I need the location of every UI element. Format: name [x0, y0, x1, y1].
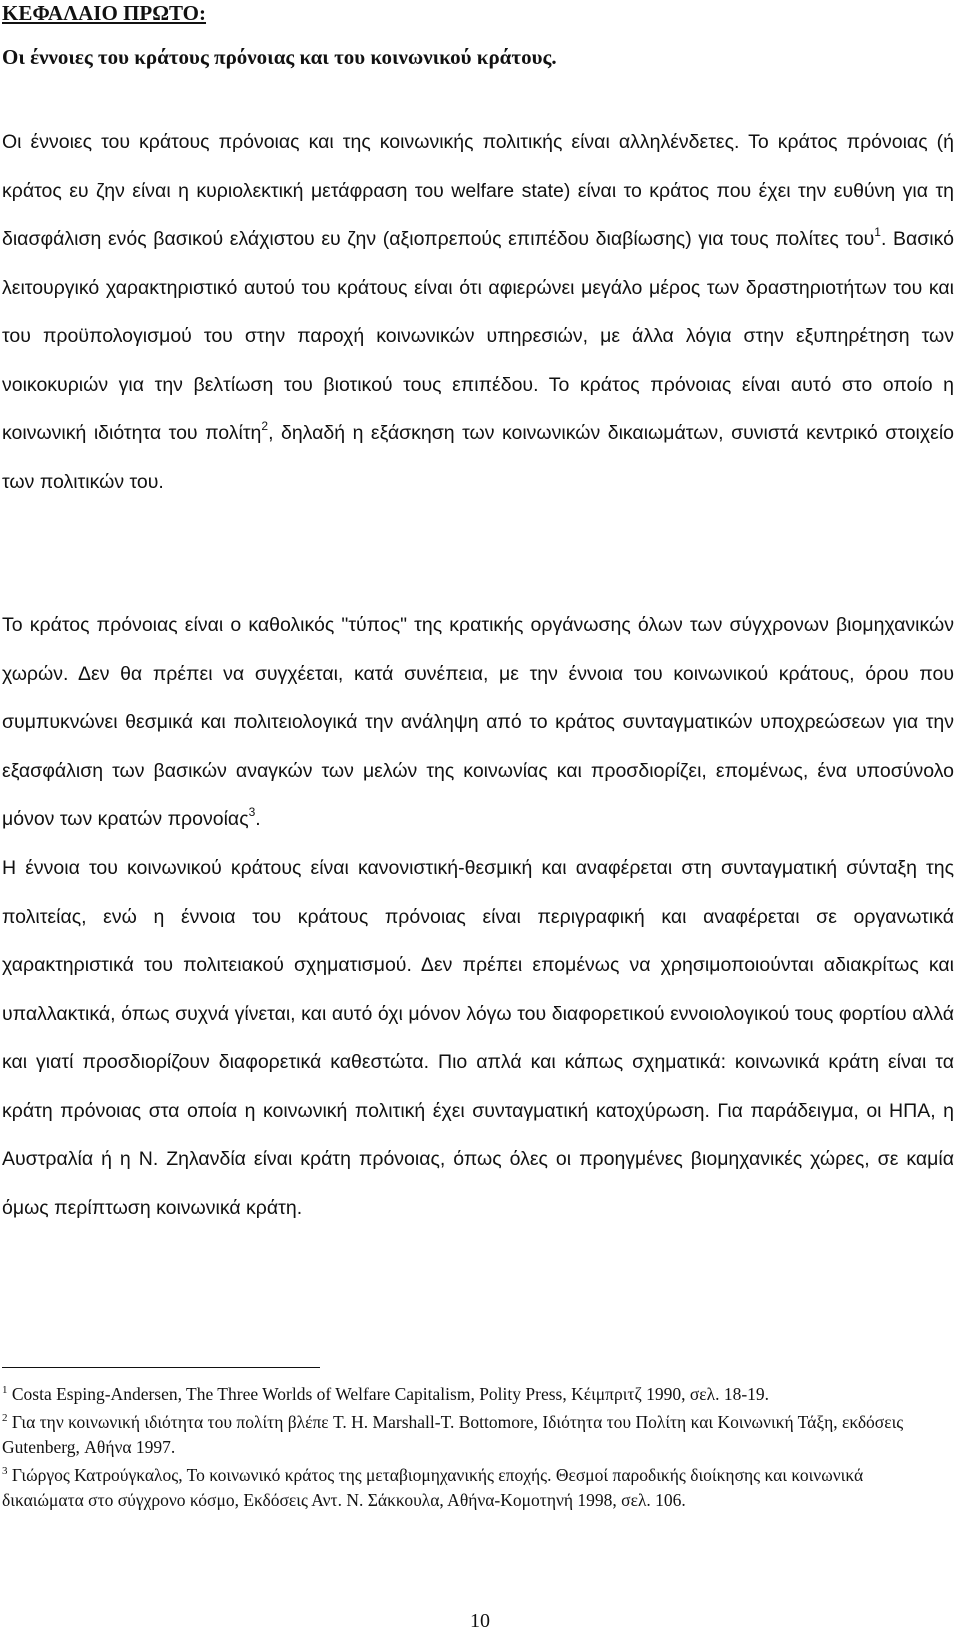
- footnote-ref-2: 2: [261, 419, 269, 433]
- footnote-separator: [2, 1367, 320, 1368]
- footnote-number: 2: [2, 1411, 8, 1424]
- footnote-ref-3: 3: [248, 805, 256, 819]
- footnote-ref-1: 1: [874, 225, 881, 239]
- paragraph-2-text-b: .: [255, 808, 261, 830]
- footnote-text: Για την κοινωνική ιδιότητα του πολίτη βλέπε T. H. Marshall-T. Bottomore, Ιδιότητα του Πολίτη και Κοινωνική Τάξη, εκδόσεις Gutenberg, Αθήνα 1997.: [2, 1411, 904, 1457]
- chapter-label: ΚΕΦΑΛΑΙΟ ΠΡΩΤΟ:: [2, 1, 207, 25]
- paragraph-2: [2, 601, 954, 844]
- paragraph-1-text-c: , δηλαδή η εξάσκηση των κοινωνικών δικαιωμάτων, συνιστά κεντρικό στοιχείο των πολιτικών του.: [2, 422, 954, 493]
- chapter-title: Οι έννοιες του κράτους πρόνοιας και του κοινωνικού κράτους.: [2, 45, 557, 69]
- footnote-number: 3: [2, 1464, 8, 1477]
- footnote-1: [2, 1382, 932, 1408]
- footnote-2: [2, 1410, 932, 1461]
- footnote-text: Costa Esping-Andersen, The Three Worlds of Welfare Capitalism, Polity Press, Κέιμπριτζ 1990, σελ. 18-19.: [11, 1384, 770, 1404]
- paragraph-1-text-a: Οι έννοιες του κράτους πρόνοιας και της κοινωνικής πολιτικής είναι αλληλένδετες. Το κράτος πρόνοιας (ή κράτος ευ ζην είναι η κυριολεκτική μετάφραση του welfare state) είναι το κράτος που έχει την ευθύνη για τη διασφάλιση ενός βασικού ελάχιστου ευ ζην (αξιοπρεπούς επιπέδου διαβίωσης) για τους πολίτες του: [2, 131, 954, 250]
- footnotes-section: [2, 1382, 932, 1516]
- paragraph-3: Η έννοια του κοινωνικού κράτους είναι κανονιστική-θεσμική και αναφέρεται στη συνταγματική σύνταξη της πολιτείας, ενώ η έννοια του κράτους πρόνοιας είναι περιγραφική και αναφέρεται σε οργανωτικά χαρακτηριστικά του πολιτειακού σχηματισμού. Δεν πρέπει επομένως να χρησιμοποιούνται αδιακρίτως και υπαλλακτικά, όπως συχνά γίνεται, και αυτό όχι μόνον λόγω του διαφορετικού εννοιολογικού τους φορτίου αλλά και γιατί προσδιορίζουν διαφορετικά καθεστώτα. Πιο απλά και κάπως σχηματικά: κοινωνικά κράτη είναι τα κράτη πρόνοιας στα οποία η κοινωνική πολιτική έχει συνταγματική κατοχύρωση. Για παράδειγμα, οι ΗΠΑ, η Αυστραλία ή η Ν. Ζηλανδία είναι κράτη πρόνοιας, όπως όλες οι προηγμένες βιομηχανικές χώρες, σε καμία όμως περίπτωση κοινωνικά κράτη.: [2, 857, 954, 1219]
- page-number: 10: [470, 1610, 490, 1632]
- paragraph-1-text-b: . Βασικό λειτουργικό χαρακτηριστικό αυτού του κράτους είναι ότι αφιερώνει μεγάλο μέρος των δραστηριοτήτων του και του προϋπολογισμού του στην παροχή κοινωνικών υπηρεσιών, με άλλα λόγια στην εξυπηρέτηση των νοικοκυριών για την βελτίωση του βιοτικού τους επιπέδου. Το κράτος πρόνοιας είναι αυτό στο οποίο η κοινωνική ιδιότητα του πολίτη: [2, 228, 954, 444]
- footnote-number: 1: [2, 1384, 8, 1396]
- paragraph-1: [2, 118, 954, 506]
- paragraph-2-text-a: Το κράτος πρόνοιας είναι ο καθολικός "τύπος" της κρατικής οργάνωσης όλων των σύγχρονων βιομηχανικών χωρών. Δεν θα πρέπει να συγχέεται, κατά συνέπεια, με την έννοια του κοινωνικού κράτους, όρου που συμπυκνώνει θεσμικά και πολιτειολογικά την ανάληψη από το κράτος συνταγματικών υποχρεώσεων για την εξασφάλιση των βασικών αναγκών των μελών της κοινωνίας και προσδιορίζει, επομένως, ένα υποσύνολο μόνον των κρατών προνοίας: [2, 614, 954, 830]
- footnote-3: [2, 1463, 932, 1514]
- footnote-text: Γιώργος Κατρούγκαλος, Το κοινωνικό κράτος της μεταβιομηχανικής εποχής. Θεσμοί παροδικής διοίκησης και κοινωνικά δικαιώματα στο σύγχρονο κόσμο, Εκδόσεις Αντ. Ν. Σάκκουλα, Αθήνα-Κομοτηνή 1998, σελ. 106.: [2, 1464, 864, 1510]
